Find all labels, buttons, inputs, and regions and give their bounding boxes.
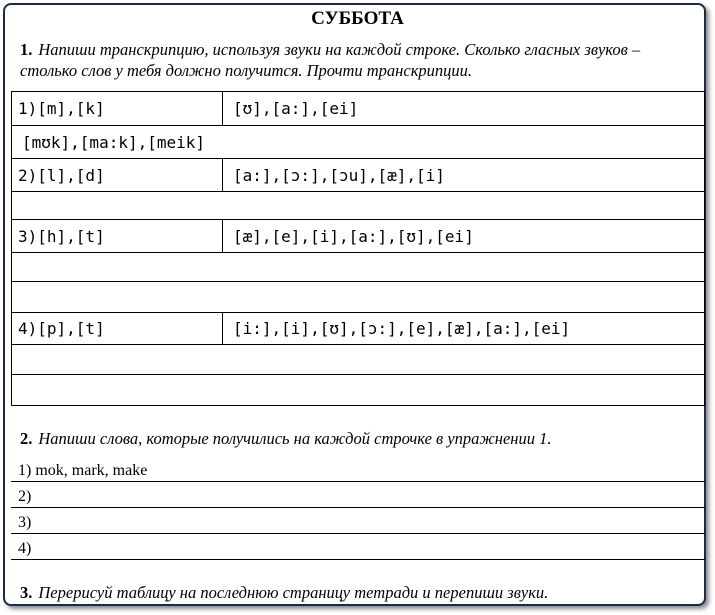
table-row-4-answer-b[interactable] (12, 375, 704, 405)
task-2-number: 2. (20, 429, 33, 448)
task-2-text: Напиши слова, которые получились на каждой строчке в упражнении 1. (38, 429, 552, 448)
row-2-consonants: 2)[l],[d] (12, 159, 223, 191)
task-2-instruction (20, 428, 680, 449)
row-1-transcription: [mʊk],[ma:k],[meik] (22, 132, 206, 152)
row-1-vowels: [ʊ],[a:],[ei] (233, 99, 359, 118)
answer-line-2[interactable]: 2) (11, 487, 705, 508)
row-1-consonants: 1)[m],[k] (12, 92, 223, 125)
row-4-vowels: [i:],[i],[ʊ],[ɔ:],[e],[æ],[a:],[ei] (233, 319, 571, 338)
task-3-instruction (20, 582, 680, 603)
task-1-number: 1. (20, 40, 33, 59)
row-2-vowels: [a:],[ɔ:],[ɔu],[æ],[i] (233, 165, 445, 185)
task-1-instruction (20, 39, 680, 81)
task-1-text: Напиши транскрипцию, используя звуки на каждой строке. Сколько гласных звуков – столько слов у тебя должно получится. Прочти транскрипции. (20, 40, 641, 80)
row-3-consonants: 3)[h],[t] (12, 220, 223, 252)
table-row-2-answer[interactable] (12, 192, 704, 220)
table-row-2 (12, 159, 704, 192)
table-row-3-answer-b[interactable] (12, 282, 704, 313)
table-row-3 (12, 220, 704, 253)
row-3-vowels: [æ],[e],[i],[a:],[ʊ],[ei] (233, 226, 474, 246)
row-4-consonants: 4)[p],[t] (12, 313, 223, 344)
task-3-number: 3. (20, 583, 33, 602)
sounds-table (11, 91, 705, 406)
answer-line-3[interactable]: 3) (11, 513, 705, 534)
task-3-text: Перерисуй таблицу на последнюю страницу тетради и перепиши звуки. (38, 583, 549, 602)
answer-line-4[interactable]: 4) (11, 539, 705, 560)
table-row-4 (12, 313, 704, 345)
table-row-3-answer-a[interactable] (12, 253, 704, 282)
answer-line-1[interactable]: 1) mok, mark, make (11, 461, 705, 482)
table-row-1 (12, 92, 704, 126)
page-title: СУББОТА (311, 8, 404, 29)
table-row-1-answer[interactable] (12, 126, 704, 159)
table-row-4-answer-a[interactable] (12, 345, 704, 375)
